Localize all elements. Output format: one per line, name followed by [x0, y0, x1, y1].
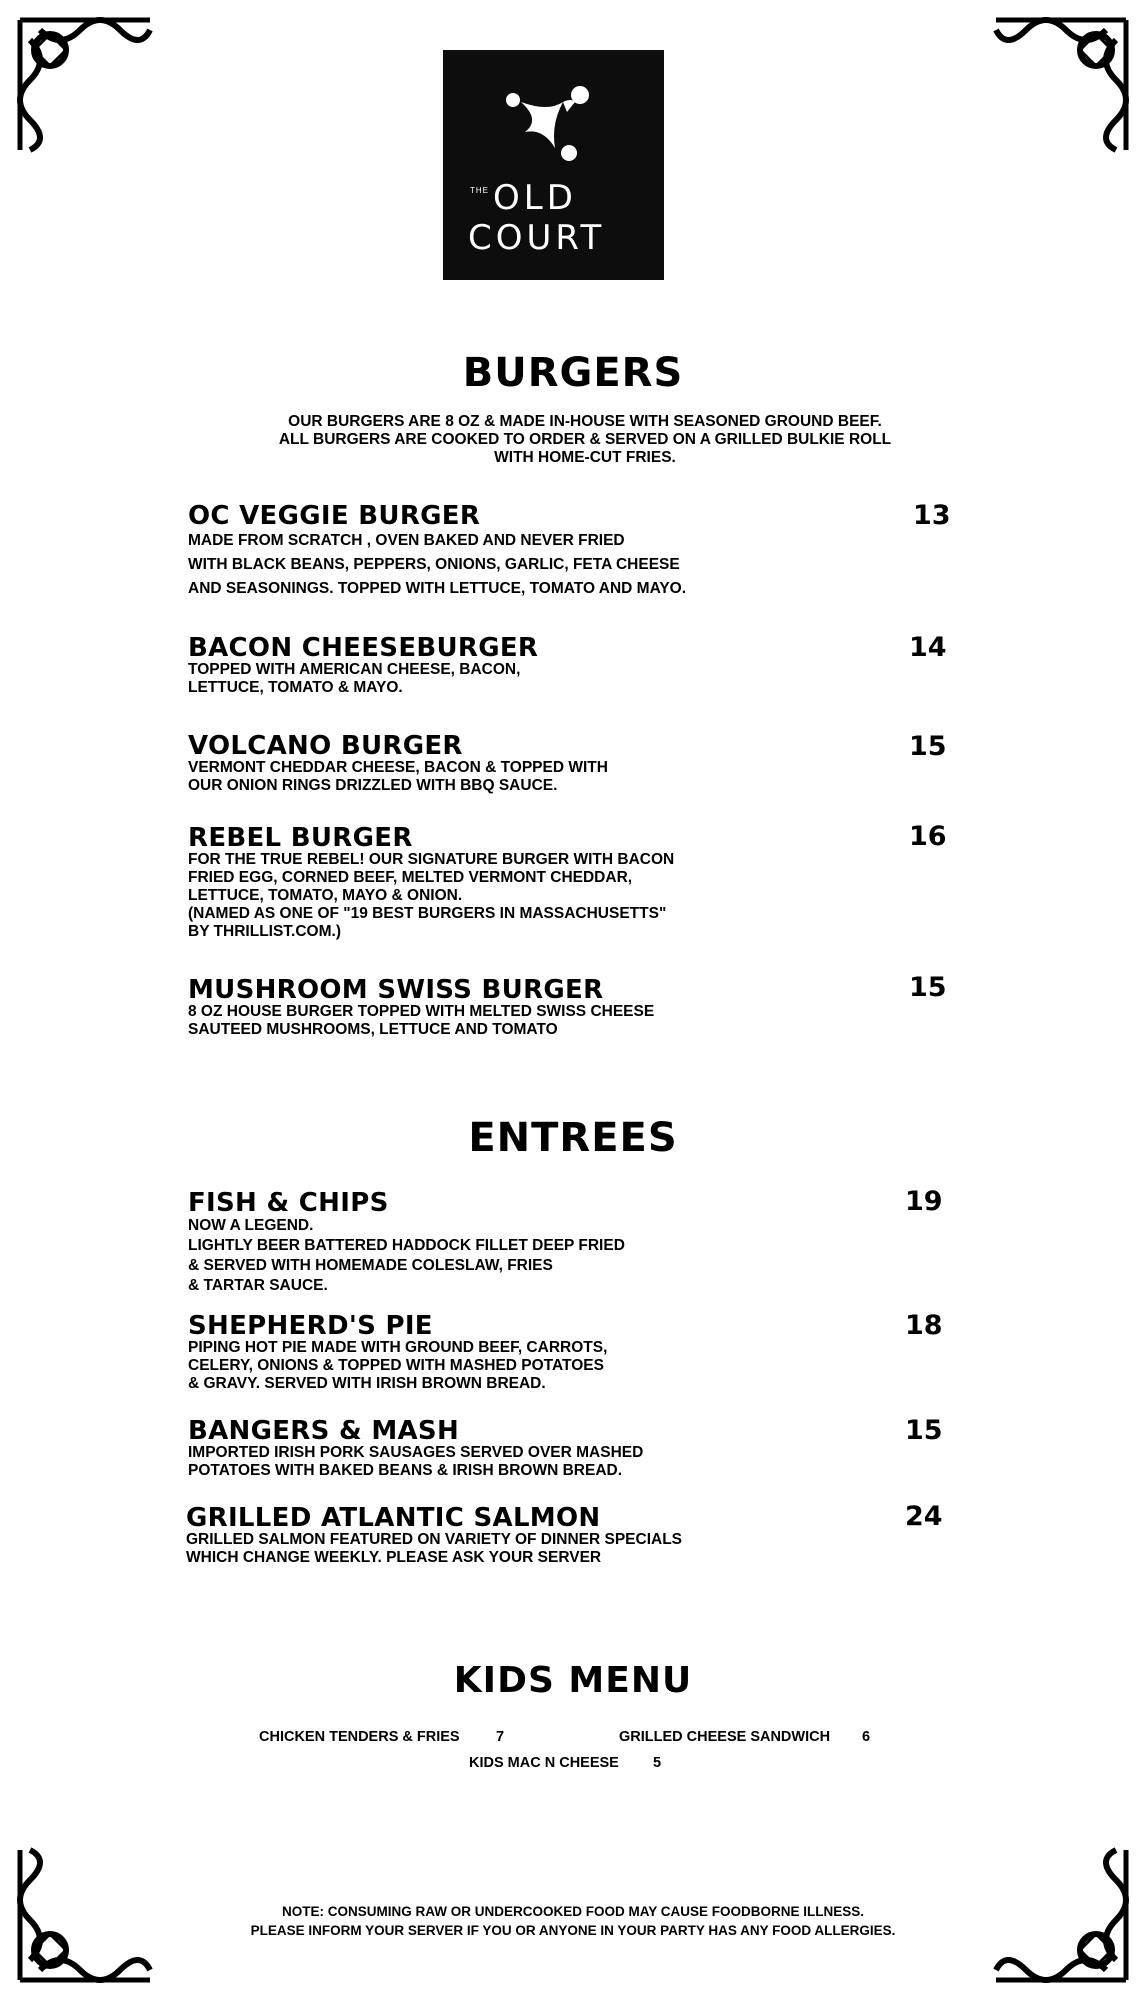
- item-description: 8 OZ HOUSE BURGER TOPPED WITH MELTED SWISS CHEESE SAUTEED MUSHROOMS, LETTUCE AND TOMATO: [188, 1003, 655, 1038]
- item-price: 15: [909, 731, 947, 762]
- intro-line: ALL BURGERS ARE COOKED TO ORDER & SERVED ON A GRILLED BULKIE ROLL: [278, 431, 892, 448]
- item-name: BACON CHEESEBURGER: [188, 633, 539, 663]
- item-description: IMPORTED IRISH PORK SAUSAGES SERVED OVER MASHED POTATOES WITH BAKED BEANS & IRISH BROWN BREAD.: [188, 1444, 644, 1479]
- item-price: 14: [909, 632, 947, 663]
- item-price: 16: [909, 821, 947, 852]
- logo-court-text: COURT: [468, 218, 606, 258]
- kids-item-name: KIDS MAC N CHEESE: [469, 1755, 619, 1771]
- old-court-logo: [443, 50, 664, 280]
- note-line: PLEASE INFORM YOUR SERVER IF YOU OR ANYONE IN YOUR PARTY HAS ANY FOOD ALLERGIES.: [250, 1923, 896, 1938]
- item-price: 15: [905, 1415, 943, 1446]
- item-description: VERMONT CHEDDAR CHEESE, BACON & TOPPED WITH OUR ONION RINGS DRIZZLED WITH BBQ SAUCE.: [188, 759, 608, 794]
- triskele-figure-icon: [443, 50, 664, 180]
- item-price: 18: [905, 1310, 943, 1341]
- menu-item-oc-veggie-burger: [188, 503, 988, 601]
- item-name: MUSHROOM SWISS BURGER: [188, 975, 604, 1005]
- kids-item-price: 6: [862, 1729, 871, 1745]
- entrees-heading: ENTREES: [468, 1115, 678, 1161]
- item-description: GRILLED SALMON FEATURED ON VARIETY OF DINNER SPECIALS WHICH CHANGE WEEKLY. PLEASE ASK YOUR SERVER: [186, 1531, 683, 1566]
- celtic-knot-corner-top-right: [986, 10, 1136, 160]
- item-description: NOW A LEGEND. LIGHTLY BEER BATTERED HADDOCK FILLET DEEP FRIED & SERVED WITH HOMEMADE COLESLAW, FRIES & TARTAR SAUCE.: [188, 1217, 625, 1294]
- logo-the-text: THE: [470, 186, 489, 195]
- kids-item-price: 5: [653, 1755, 662, 1771]
- logo-old-text: OLD: [493, 178, 577, 218]
- burgers-heading: BURGERS: [462, 350, 684, 396]
- allergy-note: [0, 1902, 1146, 1940]
- kids-menu-heading: KIDS MENU: [453, 1660, 693, 1701]
- item-description: PIPING HOT PIE MADE WITH GROUND BEEF, CARROTS, CELERY, ONIONS & TOPPED WITH MASHED POTATOES & GRAVY. SERVED WITH IRISH BROWN BREAD.: [188, 1339, 608, 1392]
- item-name: REBEL BURGER: [188, 823, 413, 853]
- burgers-intro: [215, 413, 955, 467]
- menu-item-bacon-cheeseburger: [188, 635, 988, 697]
- menu-item-grilled-atlantic-salmon: [186, 1505, 986, 1567]
- item-price: 19: [905, 1186, 943, 1217]
- kids-item-price: 7: [496, 1729, 505, 1745]
- menu-item-bangers-and-mash: [188, 1418, 988, 1480]
- intro-line: WITH HOME-CUT FRIES.: [494, 449, 676, 466]
- item-name: SHEPHERD'S PIE: [188, 1311, 433, 1341]
- intro-line: OUR BURGERS ARE 8 OZ & MADE IN-HOUSE WITH SEASONED GROUND BEEF.: [288, 413, 882, 430]
- menu-item-rebel-burger: [188, 825, 988, 941]
- item-name: VOLCANO BURGER: [188, 731, 463, 761]
- item-name: BANGERS & MASH: [188, 1416, 460, 1446]
- item-name: OC VEGGIE BURGER: [188, 501, 481, 531]
- menu-item-shepherds-pie: [188, 1313, 988, 1393]
- menu-item-volcano-burger: [188, 733, 988, 795]
- kids-item-name: GRILLED CHEESE SANDWICH: [619, 1729, 831, 1745]
- item-description: MADE FROM SCRATCH , OVEN BAKED AND NEVER FRIED WITH BLACK BEANS, PEPPERS, ONIONS, GARLIC, FETA CHEESE AND SEASONINGS. TOPPED WITH LETTUCE, TOMATO AND MAYO.: [188, 532, 687, 597]
- item-name: FISH & CHIPS: [188, 1188, 389, 1218]
- celtic-knot-corner-top-left: [10, 10, 160, 160]
- item-description: TOPPED WITH AMERICAN CHEESE, BACON, LETTUCE, TOMATO & MAYO.: [188, 661, 521, 696]
- item-description: FOR THE TRUE REBEL! OUR SIGNATURE BURGER WITH BACON FRIED EGG, CORNED BEEF, MELTED VERMONT CHEDDAR, LETTUCE, TOMATO, MAYO & ONION. (NAMED AS ONE OF "19 BEST BURGERS IN MASSACHUSETTS" BY THRILLIST.COM.): [188, 851, 675, 940]
- menu-item-fish-and-chips: [188, 1190, 988, 1296]
- note-line: NOTE: CONSUMING RAW OR UNDERCOOKED FOOD MAY CAUSE FOODBORNE ILLNESS.: [281, 1904, 865, 1919]
- item-price: 13: [913, 500, 951, 531]
- kids-item-name: CHICKEN TENDERS & FRIES: [259, 1729, 460, 1745]
- menu-item-mushroom-swiss-burger: [188, 977, 988, 1039]
- item-name: GRILLED ATLANTIC SALMON: [186, 1503, 601, 1533]
- item-price: 15: [909, 972, 947, 1003]
- item-price: 24: [905, 1501, 943, 1532]
